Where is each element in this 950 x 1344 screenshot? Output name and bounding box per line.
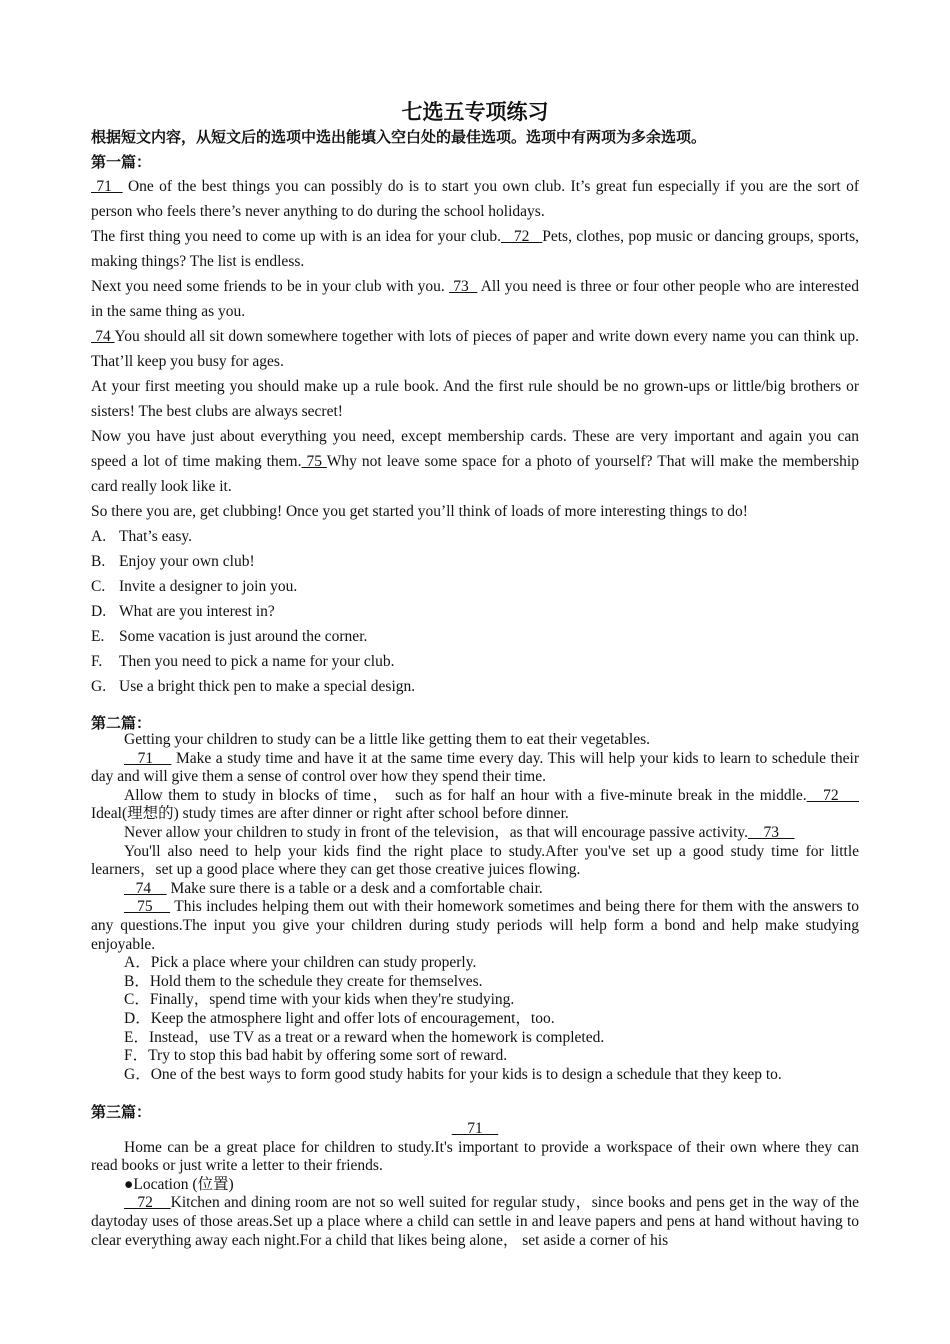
answer-blank: 72 <box>501 228 543 245</box>
passage-1 <box>91 174 859 699</box>
passage-2-paragraph: 74 Make sure there is a table or a desk and a comfortable chair. <box>124 879 543 897</box>
passage-3-paragraph: 72 Kitchen and dining room are not so well suited for regular study，since books and pens get in the way of the daytoday uses of those areas.Set up a place where a child can settle in and leave papers and pens at hand without having to clear everything away each night.For a child that likes being alone， set aside a corner of his <box>91 1194 859 1249</box>
option-e: E．Instead，use TV as a treat or a reward when the homework is completed. <box>124 1028 605 1046</box>
passage-2-paragraph: 71 Make a study time and have it at the same time every day. This will help your kids to learn to schedule their day and will give them a sense of control over how they spend their time. <box>91 749 860 786</box>
passage-2-paragraph: Never allow your children to study in front of the television，as that will encourage passive activity. 73 <box>124 823 795 841</box>
passage-3-title-blank <box>91 1120 859 1139</box>
passage-1-paragraph: 71 One of the best things you can possibly do is to start you own club. It’s great fun especially if you are the sort of person who feels there’s never anything to do during the school holidays. <box>91 178 859 220</box>
passage-1-paragraph: At your first meeting you should make up a rule book. And the first rule should be no grown-ups or little/big brothers or sisters! The best clubs are always secret! <box>91 378 859 420</box>
passage-1-paragraph: So there you are, get clubbing! Once you get started you’ll think of loads of more interesting things to do! <box>91 503 748 520</box>
instruction-text: 根据短文内容，从短文后的选项中选出能填入空白处的最佳选项。选项中有两项为多余选项。 <box>91 130 707 146</box>
passage-2 <box>91 731 859 1084</box>
answer-blank: 74 <box>124 879 167 897</box>
passage-2-paragraph: 75 This includes helping them out with their homework sometimes and being there for them with the answers to any questions.The input you give your children during study periods will help form a bond and help make studying enjoyable. <box>91 898 860 953</box>
answer-blank: 72 <box>806 786 859 804</box>
passage-1-paragraph: Next you need some friends to be in your club with you. 73 All you need is three or four other people who are interested in the same thing as you. <box>91 278 859 320</box>
option-d: D．Keep the atmosphere light and offer lots of encouragement，too. <box>124 1009 555 1027</box>
passage-2-paragraph: Allow them to study in blocks of time， such as for half an hour with a five-minute break in the middle. 72 Ideal(理想的) study times are after dinner or right after school before dinner. <box>91 786 859 823</box>
option-f: F．Try to stop this bad habit by offering some sort of reward. <box>124 1047 508 1065</box>
passage-2-heading: 第二篇： <box>91 716 152 732</box>
option-b: B. Enjoy your own club! <box>91 553 255 570</box>
passage-1-heading: 第一篇： <box>91 155 152 171</box>
answer-blank: 75 <box>301 453 327 470</box>
option-c: C．Finally，spend time with your kids when they're studying. <box>124 991 515 1009</box>
option-g: G. Use a bright thick pen to make a special design. <box>91 678 416 695</box>
option-d: D. What are you interest in? <box>91 603 275 620</box>
answer-blank: 73 <box>449 278 478 295</box>
passage-3-subheading: ●Location (位置) <box>124 1175 234 1193</box>
passage-3-heading: 第三篇： <box>91 1105 152 1121</box>
passage-3-paragraph: Home can be a great place for children to study.It's important to provide a workspace of their own where they can read books or just write a letter to their friends. <box>91 1138 859 1175</box>
answer-blank: 72 <box>124 1194 171 1212</box>
passage-2-paragraph: Getting your children to study can be a little like getting them to eat their vegetables. <box>124 731 650 748</box>
answer-blank: 71 <box>451 1120 499 1137</box>
option-a: A．Pick a place where your children can study properly. <box>124 954 477 972</box>
passage-2-paragraph: You'll also need to help your kids find the right place to study.After you've set up a good study time for little learners，set up a good place where they can get those creative juices flowing. <box>91 842 859 879</box>
answer-blank: 73 <box>748 823 795 841</box>
option-a: A. That’s easy. <box>91 528 193 545</box>
page-title: 七选五专项练习 <box>401 100 549 124</box>
answer-blank: 71 <box>124 749 172 767</box>
option-f: F. Then you need to pick a name for your club. <box>91 653 395 670</box>
answer-blank: 71 <box>91 178 123 195</box>
passage-1-paragraph: The first thing you need to come up with is an idea for your club. 72 Pets, clothes, pop music or dancing groups, sports, making things? The list is endless. <box>91 228 859 270</box>
option-b: B．Hold them to the schedule they create for themselves. <box>124 972 483 990</box>
answer-blank: 75 <box>124 898 171 916</box>
passage-3 <box>91 1120 859 1250</box>
answer-blank: 74 <box>91 328 115 345</box>
option-e: E. Some vacation is just around the corner. <box>91 628 368 645</box>
option-c: C. Invite a designer to join you. <box>91 578 298 595</box>
passage-1-paragraph: 74 You should all sit down somewhere together with lots of pieces of paper and write down every name you can think up. That’ll keep you busy for ages. <box>91 328 859 370</box>
option-g: G．One of the best ways to form good study habits for your kids is to design a schedule that they keep to. <box>124 1065 782 1083</box>
passage-1-paragraph: Now you have just about everything you need, except membership cards. These are very important and again you can speed a lot of time making them. 75 Why not leave some space for a photo of yourself? That will make the membership card really look like it. <box>91 428 859 495</box>
